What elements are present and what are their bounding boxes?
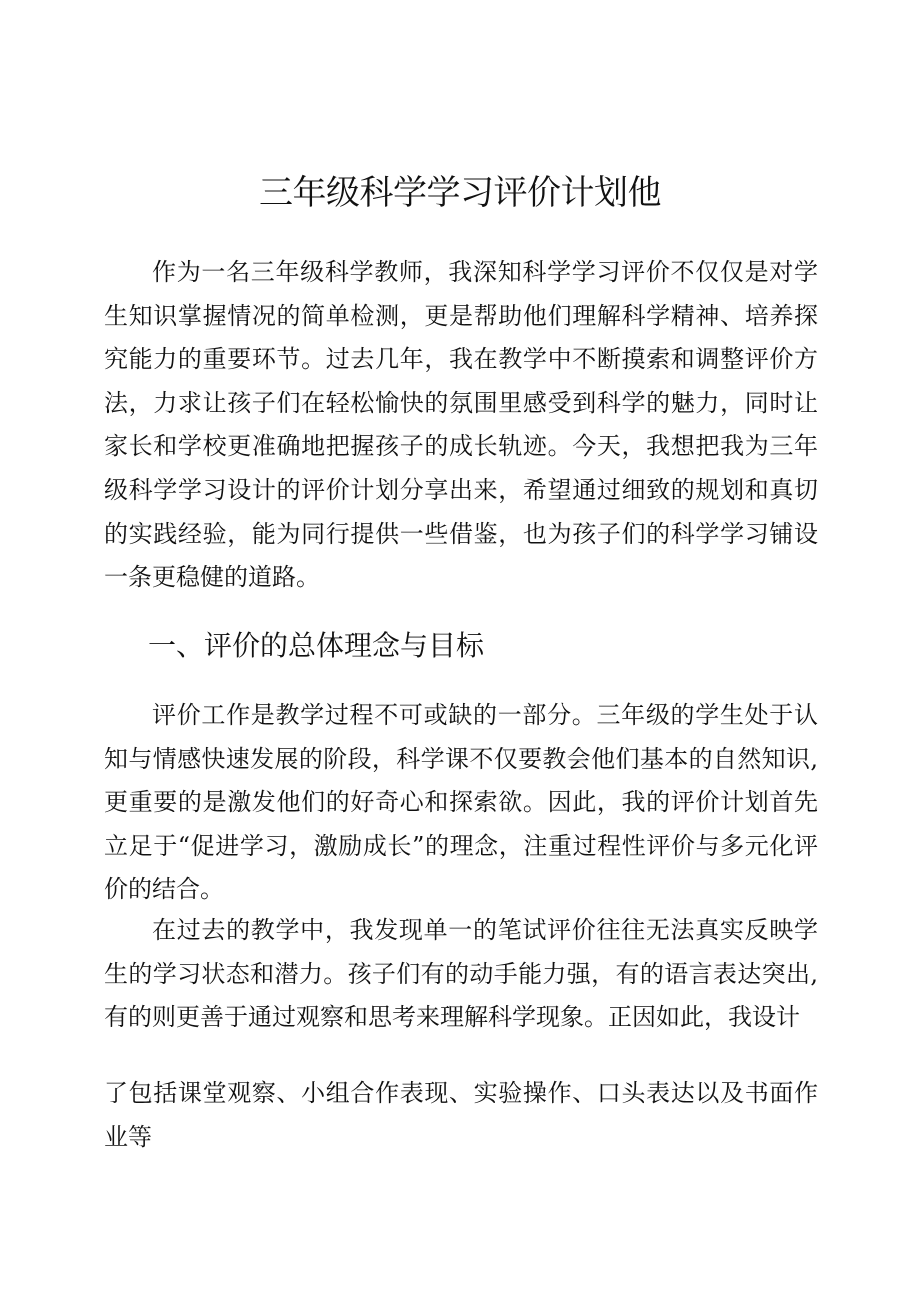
document-title: 三年级科学学习评价计划他 [259, 173, 661, 213]
intro-paragraph: 作为一名三年级科学教师，我深知科学学习评价不仅仅是对学生知识掌握情况的简单检测，更是帮助他们理解科学精神、培养探究能力的重要环节。过去几年，我在教学中不断摸索和调整评价方法，力求让孩子们在轻松愉快的氛围里感受到科学的魅力，同时让家长和学校更准确地把握孩子的成长轨迹。今天，我想把我为三年级科学学习设计的评价计划分享出来，希望通过细致的规划和真切的实践经验，能为同行提供一些借鉴，也为孩子们的科学学习铺设一条更稳健的道路。 [104, 258, 818, 592]
body-paragraph-continued: 了包括课堂观察、小组合作表现、实验操作、口头表达以及书面作业等 [104, 1079, 818, 1151]
body-paragraph: 在过去的教学中，我发现单一的笔试评价往往无法真实反映学生的学习状态和潜力。孩子们有的动手能力强，有的语言表达突出,有的则更善于通过观察和思考来理解科学现象。正因如此，我设计 [104, 916, 818, 1032]
body-paragraph: 评价工作是教学过程不可或缺的一部分。三年级的学生处于认知与情感快速发展的阶段，科学课不仅要教会他们基本的自然知识,更重要的是激发他们的好奇心和探索欲。因此，我的评价计划首先立足于“促进学习，激励成长”的理念，注重过程性评价与多元化评价的结合。 [104, 701, 818, 904]
section-heading: 一、评价的总体理念与目标 [148, 629, 485, 662]
